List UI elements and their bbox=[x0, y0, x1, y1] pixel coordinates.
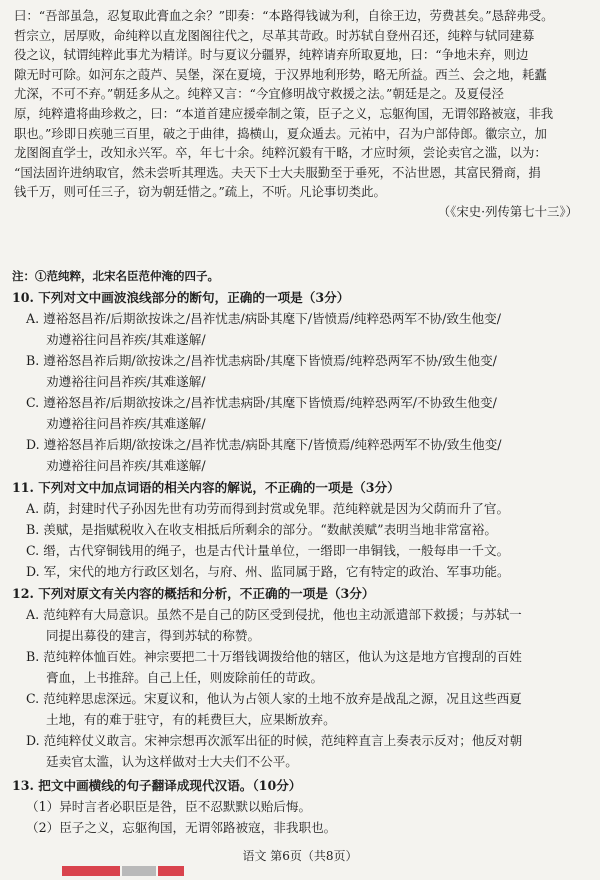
passage-line: 龙图阁直学士，改知永兴军。卒，年七十余。纯粹沉毅有干略，才应时须，尝论卖官之滥，以为： bbox=[14, 145, 547, 161]
scan-red-bar bbox=[62, 866, 120, 876]
option-d[interactable] bbox=[12, 434, 590, 476]
scan-red-bar-2 bbox=[158, 866, 184, 876]
option-c[interactable] bbox=[12, 392, 590, 434]
passage-line: 尤深，不可不弃。”朝廷多从之。纯粹又言：“今宜修明战守救援之法。”朝廷是之。及夏侵泾 bbox=[14, 86, 504, 102]
passage-line: 曰：“吾部虽急，忍复取此膏血之余？”即奏：“本路得钱诚为利，自徐王边，劳费甚矣。”恳辞弗受。 bbox=[14, 8, 554, 23]
question-stem: 12. 下列对原文有关内容的概括和分析，不正确的一项是（3分） bbox=[12, 586, 375, 601]
translation-item: （1）异时言者必职臣是咎，臣不忍默默以贻后悔。 bbox=[26, 799, 312, 814]
scan-gray-bar bbox=[122, 866, 156, 876]
option-text: D. 遵裕怒昌祚后期/欲按诛之/昌祚忧恚/病卧其麾下/皆愤焉/纯粹恐两军不协/致生他变/ bbox=[26, 437, 502, 452]
option-text: C. 范纯粹思虑深远。宋夏议和，他认为占领人家的土地不放弃是战乱之源，况且这些西夏 bbox=[26, 691, 522, 706]
option-text-cont: 土地，有的难于驻守，有的耗费巨大，应果断放弃。 bbox=[46, 712, 336, 727]
passage-line: 役之议，轼谓纯粹此事尤为精详。时与夏议分疆界，纯粹请弃所取夏地，曰：“争地未弃，则边 bbox=[14, 47, 529, 63]
option-text: B. 遵裕怒昌祚后期/欲按诛之/昌祚忧恚病卧/其麾下皆愤焉/纯粹恐两军不协/致生他变/ bbox=[26, 353, 497, 368]
question-stem: 10. 下列对文中画波浪线部分的断句，正确的一项是（3分） bbox=[12, 290, 350, 305]
passage-line: 钱千万，则可任三子，窃为朝廷惜之。”疏上，不听。凡论事切类此。 bbox=[14, 184, 386, 200]
question-12 bbox=[12, 584, 590, 772]
option-d[interactable] bbox=[12, 730, 590, 772]
option-c[interactable]: C. 缗，古代穿铜钱用的绳子，也是古代计量单位，一缗即一串铜钱，一般每串一千文。 bbox=[26, 543, 510, 558]
option-text: C. 遵裕怒昌祚/后期欲按诛之/昌祚忧恚病卧/其麾下皆愤焉/纯粹恐两军/不协致生他变/ bbox=[26, 395, 497, 410]
option-text-cont: 劝遵裕往问昌祚疾/其难遂解/ bbox=[46, 332, 206, 347]
question-10 bbox=[12, 288, 590, 476]
page-footer: 语文 第6页（共8页） bbox=[242, 849, 358, 863]
option-text: D. 范纯粹仗义敢言。宋神宗想再次派军出征的时候，范纯粹直言上奏表示反对；他反对朝 bbox=[26, 733, 523, 748]
passage-line: 哲宗立，居厚败，命纯粹以直龙图阁往代之，尽革其苛政。时苏轼自登州召还，纯粹与轼同建募 bbox=[14, 27, 535, 43]
passage-line: 隙无时可除。如河东之葭芦、吴堡，深在夏境，于汉界地利形势，略无所益。西兰、会之地，耗蠹 bbox=[14, 66, 547, 82]
option-text: A. 遵裕怒昌祚/后期欲按诛之/昌祚忧恚/病卧其麾下/皆愤焉/纯粹恐两军不协/致生他变/ bbox=[26, 311, 501, 326]
option-b[interactable] bbox=[12, 350, 590, 392]
option-text: A. 范纯粹有大局意识。虽然不是自己的防区受到侵扰，他也主动派遣部下救援；与苏轼一 bbox=[26, 607, 522, 622]
option-text-cont: 同提出募役的建言，得到苏轼的称赞。 bbox=[46, 628, 261, 643]
passage-line: “国法固许进纳取官，然未尝听其理选。夫天下士大夫服勤至于垂死，不沾世恩，其富民猾商，捐 bbox=[14, 164, 541, 180]
option-b[interactable]: B. 羡赋，是指赋税收入在收支相抵后所剩余的部分。“数献羡赋”表明当地非常富裕。 bbox=[26, 522, 497, 537]
passage-line: 职也。”珍即日疾驰三百里，破之于曲律，捣横山，夏众遁去。元祐中，召为户部侍郎。徽宗立，加 bbox=[14, 125, 547, 141]
option-text-cont: 膏血，上书推辞。自己上任，则废除前任的苛政。 bbox=[46, 670, 324, 685]
option-a[interactable]: A. 荫，封建时代子孙因先世有功劳而得到封赏或免罪。范纯粹就是因为父荫而升了官。 bbox=[26, 501, 510, 516]
question-stem: 13. 把文中画横线的句子翻译成现代汉语。（10分） bbox=[12, 778, 302, 793]
question-stem: 11. 下列对文中加点词语的相关内容的解说，不正确的一项是（3分） bbox=[12, 480, 400, 495]
option-text-cont: 劝遵裕往问昌祚疾/其难遂解/ bbox=[46, 416, 206, 431]
option-text-cont: 廷卖官太滥，认为这样做对士大夫们不公平。 bbox=[46, 754, 298, 769]
option-c[interactable] bbox=[12, 688, 590, 730]
footnote: 注：①范纯粹，北宋名臣范仲淹的四子。 bbox=[12, 269, 219, 283]
option-b[interactable] bbox=[12, 646, 590, 688]
passage-source: （《宋史·列传第七十三》） bbox=[437, 203, 578, 219]
option-a[interactable] bbox=[12, 604, 590, 646]
question-11 bbox=[12, 478, 590, 582]
passage-line: 原，纯粹遣将曲珍救之，曰：“本道首建应援牵制之策，臣子之义，忘躯徇国，无谓邻路被寇，非我 bbox=[14, 105, 554, 121]
option-d[interactable]: D. 军，宋代的地方行政区划名，与府、州、监同属于路，它有特定的政治、军事功能。 bbox=[26, 564, 510, 579]
option-text: B. 范纯粹体恤百姓。神宗要把二十万缗钱调拨给他的辖区，他认为这是地方官搜刮的百姓 bbox=[26, 649, 522, 664]
option-a[interactable] bbox=[12, 308, 590, 350]
option-text-cont: 劝遵裕往问昌祚疾/其难遂解/ bbox=[46, 458, 206, 473]
question-13 bbox=[12, 776, 590, 838]
translation-item: （2）臣子之义，忘躯徇国，无谓邻路被寇，非我职也。 bbox=[26, 820, 337, 835]
option-text-cont: 劝遵裕往问昌祚疾/其难遂解/ bbox=[46, 374, 206, 389]
passage bbox=[14, 6, 586, 222]
